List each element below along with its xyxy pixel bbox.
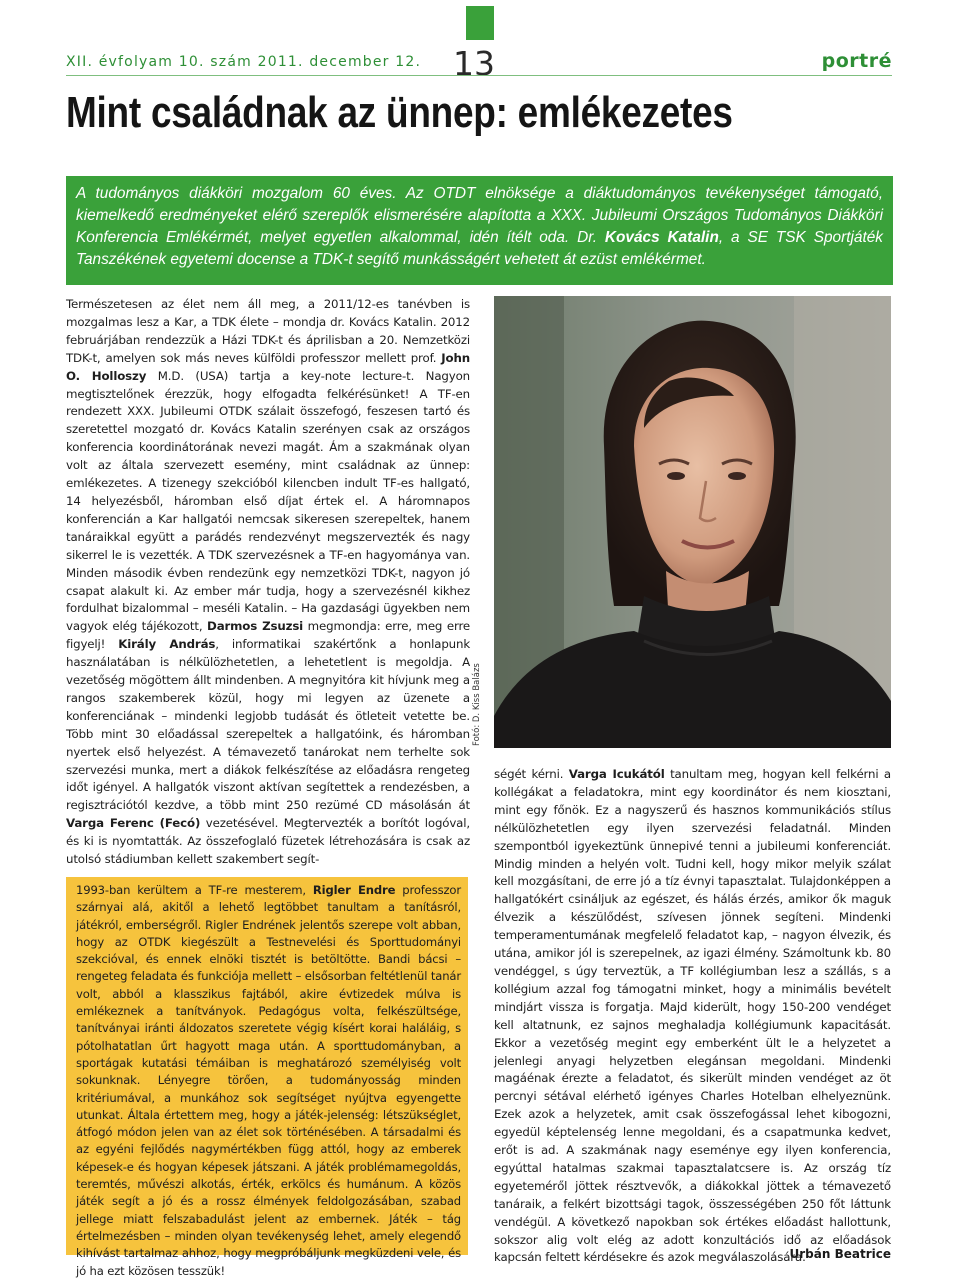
body-right-column [494, 766, 891, 1267]
section-label: portré [821, 50, 892, 72]
header-rule [66, 75, 892, 76]
body-text: megmondja: erre, meg erre figyelj! [66, 619, 471, 652]
body-text: ségét kérni. [494, 767, 569, 781]
body-text: M.D. (USA) tartja a key-note lecture-t. Nagyon megtisztelőnek érezzük, hogy elfogadta felkérésünket! A TF-en rendezett XXX. Jubileumi OTDK szálait összefogó, feszesen tartó és szeretettel mozgató dr. Kovács Katalin szerényen csak az országos konferencia koordinátorának nevezi magát. Ám a szakmának olyan volt az általa szervezett esemény, mint családnak az ünnep: emlékezetes. A tizenegy szekcióból kilencben indult TF-es hallgató, 14 helyezésből, háromban első díjat értek el. A háromnapos konferencián a Kar hallgatói nemcsak sikeresen szerepeltek, hanem tanáraikkal együtt a parádés rendezvényt megszervezték és nagy sikerrel le is vezették. A TDK szervezésnek a TF-en hagyománya van. Minden második évben rendezünk egy nemzetközi TDK-t, nagyon jó csapat alakult ki. Az ember már tudja, hogy a szervezésnél kikhez fordulhat bizalommal – meséli Katalin. – Ha gazdasági ügyekben nem vagyok elég tájékozott, [66, 368, 470, 634]
portrait-image [494, 296, 891, 748]
person-name: Darmos Zsuzsi [207, 619, 304, 634]
sidebar-text: 1993-ban kerültem a TF-re mesterem, [76, 883, 313, 897]
photo-credit: Fotó: D. Kiss Balázs [472, 663, 482, 746]
body-left-paragraph [66, 296, 470, 869]
person-name: Varga Icukától [568, 767, 665, 781]
sidebar-text: professzor szárnyai alá, akitől a lehető legtöbbet tanultam a tanításról, játékról, emberségről. Rigler Endrének jelentős szerepe volt abban, hogy az OTDK kiegészült a Testnevelési és Sporttudományi szekcióval, és ennek elnöki tisztét is betöltötte. Bandi bácsi – rengeteg feladata és funkciója mellett – elsősorban feltétlenül tanár volt, abból a klasszikus fajtából, akire évtizedek múlva is emlékeznek a tanítványok. Pedagógus volta, felkészültsége, tanítványai iránti áldozatos szeretete végig kísért korai haláláig, s pótolhatatlan űrt hagyott maga után. A sporttudományban, a sportágak kutatási témáiban is meghatározó személyiség volt sokunknak. Lényegre törően, a tudományosság minden kritériumával, a munkához sok segítséget nyújtva egyengette utunkat. Általa értettem meg, hogy a játék-jelenség: létszükséglet, átfogó módon jelen van az élet sok történésében. A társadalmi és az egyéni fejlődés nagymértékben függ attól, hogy az emberek képesek-e és hogyan képesek játszani. A játék problémamegoldás, teremtés, művészi alkotás, érték, erkölcs és humánum. A közös játék segít a jó és a rossz élmények feldolgozásában, szabad jellege miatt felszabadulást jelent az embernek. Játék – tág értelmezésben – minden olyan tevékenység lehet, amely elegendő kihívást tartalmaz ahhoz, hogy megpróbáljunk megküzdeni vele, és jó ha ezt közösen tesszük! [76, 883, 461, 1278]
body-right-paragraph [494, 766, 891, 1267]
issue-info: XII. évfolyam 10. szám 2011. december 12. [66, 54, 422, 70]
body-left-column [66, 296, 470, 869]
body-text: Természetesen az élet nem áll meg, a 2011/12-es tanévben is mozgalmas lesz a Kar, a TDK élete – mondja dr. Kovács Katalin. 2012 februárjában rendezzük a Házi TDK-t és áprilisban a 20. Nemzetközi TDK-t, amelyen sok más neves külföldi professzor mellett prof. [66, 297, 470, 365]
person-name: Király András [118, 637, 216, 652]
person-name: Varga Ferenc (Fecó) [66, 816, 201, 831]
lead-text-end: , a SE TSK Sportjáték Tanszékének egyetemi docense a TDK-t segítő munkásságért vehetett át ezüst emlékérmet. [76, 229, 883, 268]
green-marker [466, 6, 494, 40]
sidebar-box [66, 877, 468, 1278]
person-name: John O. Holloszy [66, 350, 470, 383]
body-text: tanultam meg, hogyan kell felkérni a kollégákat a feladatokra, mint egy koordinátor és nem kiosztani, mint egy főnök. Ez a nagyszerű és hasznos kommunikációs stílus nélkülözhetetlen egy ilyen szervezési feladatnál. Minden szempontból igyekeztünk ünnepivé tenni a jubileumi konferenciát. Mindig minden a helyén volt. Tudni kell, hogy mikor melyik szálat kell mozgásítani, de erre jó a tíz évnyi tapasztalat. Tulajdonképpen a hallgatókért csináljuk az egészet, és hálás érzés, amikor ők maguk élvezik a készülődést, szívesen jönnek segíteni. Mindenki temperamentumának megfelelő feladatot kap, – nagyon élvezik, és utána, amikor jól is szerepelnek, az igazi élmény. Számoltunk kb. 80 vendéggel, s úgy terveztük, a TF kollégiumban lesz a szállás, s a kollégium azzal fog támogatni minket, hogy a minimális bevételt mindjárt vissza is forgatja. Majd kiderült, hogy 150-200 vendéget kell altatnunk, ez sajnos meghaladja kollégiumunk kapacitását. Ekkor a vezetőség megint egy emberként ült le a helyzetet a jelenlegi anyagi helyzetben elegánsan megoldani. Mindenki magáénak érezte a feladatot, és sikerült minden vendéget az öt percnyi sétával elérhető igényes Charles Hotelban elhelyeznünk. Ezek azok a helyzetek, amit csak összefogással lehet kibogozni, egyedül képtelenség lenne megoldani, és a csapatmunka kedvet, erőt is ad. A szakmának nagy eseménye egy ilyen konferencia, egyúttal hatalmas szakmai tapasztalatcsere is. Az ország tíz egyeteméről jöttek résztvevők, a diákokkal jöttek a témavezető tanáraik, a felkért bizottsági tagok, összességében 250 főt láttunk vendégül. A következő napokban sok értékes előadást hallottunk, sokszor alig volt elég az adott konzultációs idő az előadások kapcsán feltett kérdésekre és azok megválaszolására. [494, 767, 891, 1265]
body-text: vezetésével. Megtervezték a borítót logóval, és ki is nyomtatták. Az összefoglaló füzetek létrehozására is csak az utolsó stádiumban kellett szakembert segít- [66, 816, 470, 867]
author-name: Urbán Beatrice [789, 1247, 891, 1261]
person-name: Rigler Endre [312, 883, 396, 897]
lead-name: Kovács Katalin [604, 229, 719, 246]
portrait-photo [494, 296, 891, 748]
page-number: 13 [453, 44, 495, 83]
article-title: Mint családnak az ünnep: emlékezetes [66, 88, 733, 137]
body-text: , informatikai szakértőnk a honlapunk használatában is nélkülözhetetlen, a lehetetlent is megoldja. A vezetőség mögöttem állt mindenben. A megnyitóra kit hívjunk meg a rangos szakemberek közül, hogy mi legyen az üzenete a konferenciának – mindenki legjobb tudását és ötleteit vetette be. Több mint 30 előadással szerepeltek a hallgatóink, és háromban nyertek első helyezést. A témavezető tanárokat nem terhelte sok szervezési munka, mert a diákok felkészítése az előadásra rengeteg időt igényel. A hallgatók viszont aktívan segítettek a rendezésben, a regisztrációtól kezdve, a több mint 250 rezümé CD másolásán át [66, 637, 471, 813]
sidebar-paragraph [76, 882, 461, 1280]
lead-box [66, 176, 893, 285]
lead-text: A tudományos diákköri mozgalom 60 éves. Az OTDT elnöksége a diáktudományos tevékenységet támogató, kiemelkedő eredményeket elérő szereplők elismerésére alapította a XXX. Jubileumi Országos Tudományos Diákköri Konferencia Emlékérmét, melyet egyetlen alkalommal, idén ítélt oda. Dr. [76, 185, 883, 246]
